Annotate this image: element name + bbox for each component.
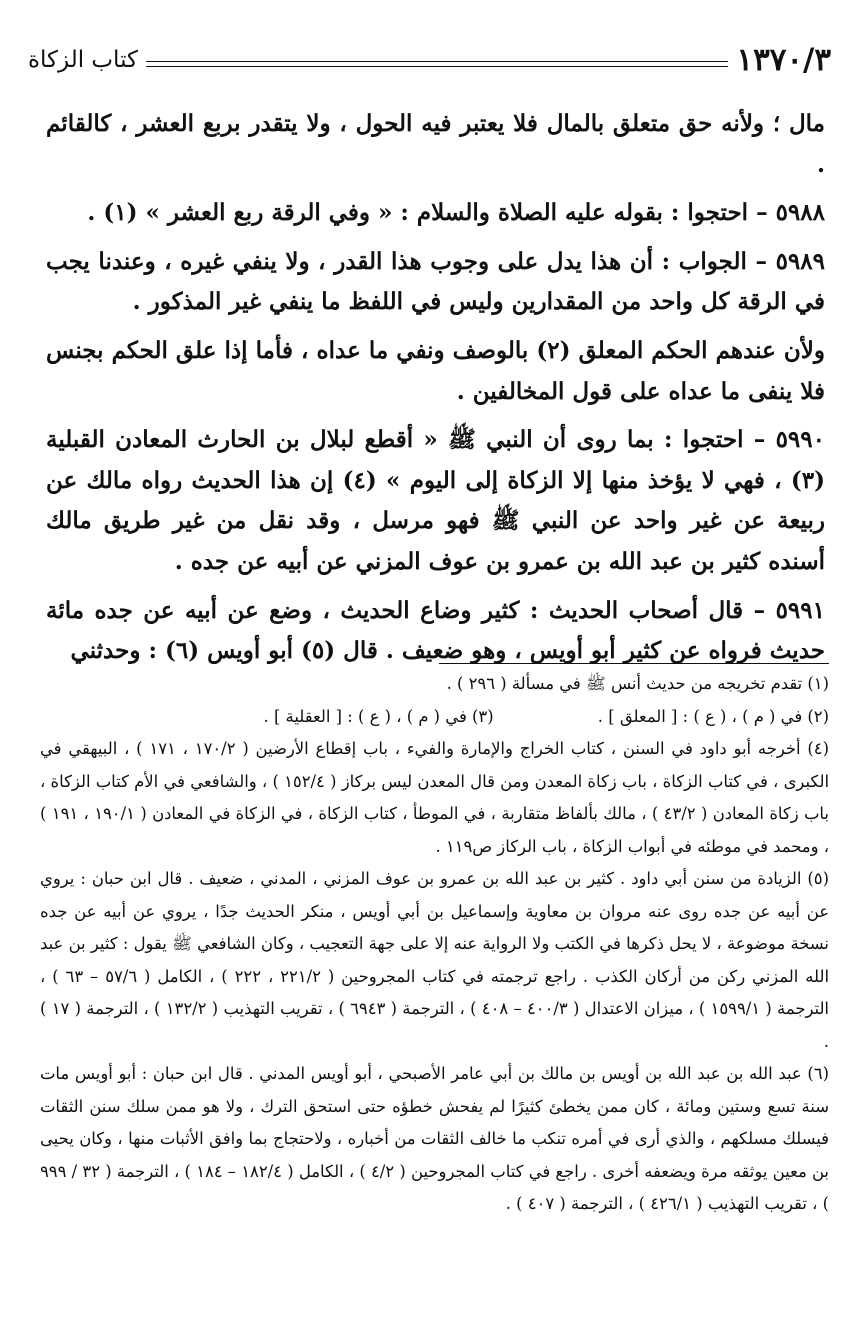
paragraph: ٥٩٨٨ – احتجوا : بقوله عليه الصلاة والسلام : « وفي الرقة ربع العشر » (١) .	[87, 199, 825, 227]
footnote: (٥) الزيادة من سنن أبي داود . كثير بن عبد الله بن عمرو بن عوف المزني ، المدني ، ضعيف . قال ابن حبان : يروي عن أبيه عن جده روى عنه مروان بن معاوية وإسماعيل بن أبي أويس ، منكر الحديث جدًا ، يروي عن أبيه عن جده نسخة موضوعة ، لا يحل ذكرها في الكتب ولا الرواية عنه إلا على جهة التعجيب ، وكان الشافعي ﷺ يقول : كثير بن عبد الله المزني ركن من أركان الكذب . راجع ترجمته في كتاب المجروحين ( ٢٢١/٢ ، ٢٢٢ ) ، الكامل ( ٥٧/٦ – ٦٣ ) ، الترجمة ( ١٥٩٩/١ ) ، ميزان الاعتدال ( ٤٠٠/٣ – ٤٠٨ ) ، الترجمة ( ٦٩٤٣ ) ، تقريب التهذيب ( ١٣٢/٢ ) ، الترجمة ( ١٧ ) .	[40, 869, 830, 1051]
paragraph: ولأن عندهم الحكم المعلق (٢) بالوصف ونفي ما عداه ، فأما إذا علق الحكم بجنس فلا ينفى ما عداه على قول المخالفين .	[46, 336, 825, 405]
page-header	[28, 40, 831, 80]
footnote: (٢) في ( م ) ، ( ع ) : [ المعلق ] . (٣) في ( م ) ، ( ع ) : [ العقلية ] .	[263, 706, 829, 726]
paragraph: ٥٩٩١ – قال أصحاب الحديث : كثير وضاع الحديث ، وضع عن أبيه عن جده مائة حديث فرواه عن كثير أبو أويس ، وهو ضعيف . قال (٥) أبو أويس (٦) : وحدثني	[46, 596, 825, 665]
header-double-rule	[146, 40, 728, 80]
footnote: (٤) أخرجه أبو داود في السنن ، كتاب الخراج والإمارة والفيء ، باب إقطاع الأرضين ( ١٧٠/٢ ، ١٧١ ) ، البيهقي في الكبرى ، في كتاب الزكاة ، باب زكاة المعدن ومن قال المعدن ليس بركاز ( ١٥٢/٤ ) ، والشافعي في الأم كتاب الزكاة ، باب زكاة المعادن ( ٤٣/٢ ) ، مالك بألفاظ متقاربة ، في الموطأ ، كتاب الزكاة ، في الزكاة في المعادن ( ١٩٠/١ ، ١٩١ ) ، ومحمد في موطئه في أبواب الزكاة ، باب الركاز ص١١٩ .	[40, 739, 829, 856]
footnote: (٦) عبد الله بن عبد الله بن أويس بن مالك بن أبي عامر الأصبحي ، أبو أويس المدني . قال ابن حبان : أبو أويس مات سنة تسع وستين ومائة ، كان ممن يخطئ كثيرًا لم يفحش خطؤه حتى استحق الترك ، ولا هو ممن سلك سنن الثقات فيسلك مسلكهم ، والذي أرى في أمره تنكب ما خالف الثقات من أخباره ، ولاحتجاج بما وافق الأثبات منها ، وكان يحيى بن معين يوثقه مرة ويضعفه أخرى . راجع في كتاب المجروحين ( ٤/٢ ) ، الكامل ( ١٨٢/٤ – ١٨٤ ) ، الترجمة ( ٣٢ / ٩٩٩ ) ، تقريب التهذيب ( ٤٢٦/١ ) ، الترجمة ( ٤٠٧ ) .	[40, 1064, 829, 1213]
book-title: كتاب الزكاة	[28, 47, 138, 73]
main-text	[46, 104, 825, 680]
footnote-separator	[439, 663, 829, 664]
footnote: (١) تقدم تخريجه من حديث أنس ﷺ في مسألة ( ٢٩٦ ) .	[446, 674, 829, 693]
footnotes	[40, 668, 829, 1221]
page-number: ١٣٧٠/٣	[736, 42, 831, 78]
paragraph: ٥٩٩٠ – احتجوا : بما روى أن النبي ﷺ « أقطع لبلال بن الحارث المعادن القبلية (٣) ، فهي لا يؤخذ منها إلا الزكاة إلى اليوم » (٤) إن هذا الحديث رواه مالك عن ربيعة عن غير واحد عن النبي ﷺ فهو مرسل ، وقد نقل من غير طريق مالك أسنده كثير بن عبد الله بن عمرو بن عوف المزني عن أبيه عن جده .	[46, 426, 825, 575]
paragraph: ٥٩٨٩ – الجواب : أن هذا يدل على وجوب هذا القدر ، ولا ينفي غيره ، وعندنا يجب في الرقة كل واحد من المقدارين وليس في اللفظ ما ينفي غير المذكور .	[46, 247, 825, 316]
paragraph: مال ؛ ولأنه حق متعلق بالمال فلا يعتبر فيه الحول ، ولا يتقدر بربع العشر ، كالقائم .	[46, 110, 825, 178]
